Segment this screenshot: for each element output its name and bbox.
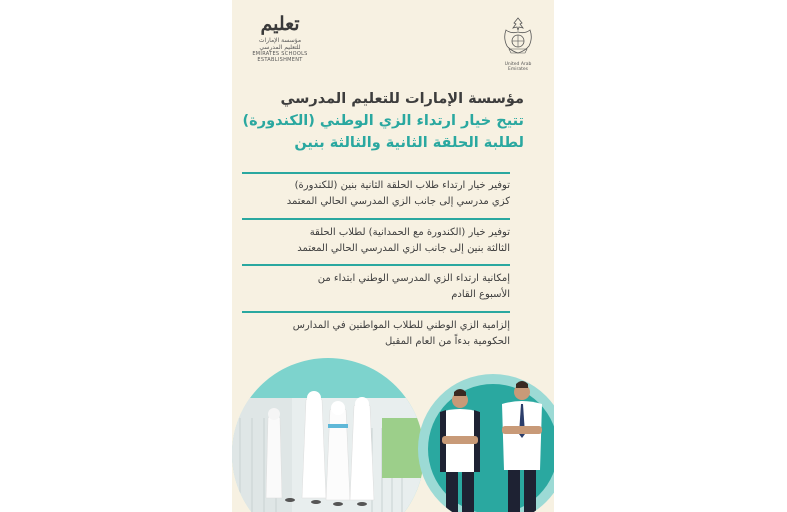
list-item xyxy=(242,225,510,257)
divider xyxy=(242,172,510,174)
logo-org-arabic: مؤسسة الإمارات للتعليم المدرسي xyxy=(258,37,302,51)
logo-org-english: EMIRATES SCHOOLS ESTABLISHMENT xyxy=(252,51,308,63)
list-item-line-2: الثالثة بنين إلى جانب الزي المدرسي الحالي المعتمد xyxy=(297,243,510,254)
logo-mark: تعليم xyxy=(260,13,300,35)
list-item-line-1: توفير خيار (الكندورة مع الحمدانية) لطلاب الحلقة xyxy=(309,227,510,238)
students-walking-photo xyxy=(232,358,424,512)
list-item-line-1: إلزامية الزي الوطني للطلاب المواطنين في المدارس xyxy=(292,320,510,331)
headline-line-1: مؤسسة الإمارات للتعليم المدرسي xyxy=(280,91,524,107)
students-uniform-illustration xyxy=(418,374,554,512)
list-item xyxy=(242,318,510,350)
list-item xyxy=(242,271,510,303)
poster xyxy=(232,0,554,512)
list-item-line-2: كزي مدرسي إلى جانب الزي المدرسي الحالي المعتمد xyxy=(286,196,510,207)
taaleem-logo xyxy=(250,14,310,63)
divider xyxy=(242,264,510,266)
students-walking-illustration xyxy=(232,358,424,512)
list-item-line-2: الحكومية بدءاً من العام المقبل xyxy=(384,336,510,347)
list-item-line-1: إمكانية ارتداء الزي المدرسي الوطني ابتداء من xyxy=(317,273,510,284)
headline-line-3: لطلبة الحلقة الثانية والثالثة بنين xyxy=(294,135,524,151)
headline-line-2: تتيح خيار ارتداء الزي الوطني (الكندورة) xyxy=(242,113,524,129)
divider xyxy=(242,218,510,220)
list-item xyxy=(242,178,510,210)
uae-emblem xyxy=(498,16,538,72)
list-item-line-2: الأسبوع القادم xyxy=(451,289,510,300)
list-item-line-1: توفير خيار ارتداء طلاب الحلقة الثانية بنين (للكندورة) xyxy=(294,180,510,191)
divider xyxy=(242,311,510,313)
students-uniform-photo xyxy=(418,374,554,512)
uae-falcon-emblem-icon xyxy=(501,16,535,56)
uae-label: United Arab Emirates xyxy=(504,62,532,72)
headline xyxy=(242,88,524,154)
